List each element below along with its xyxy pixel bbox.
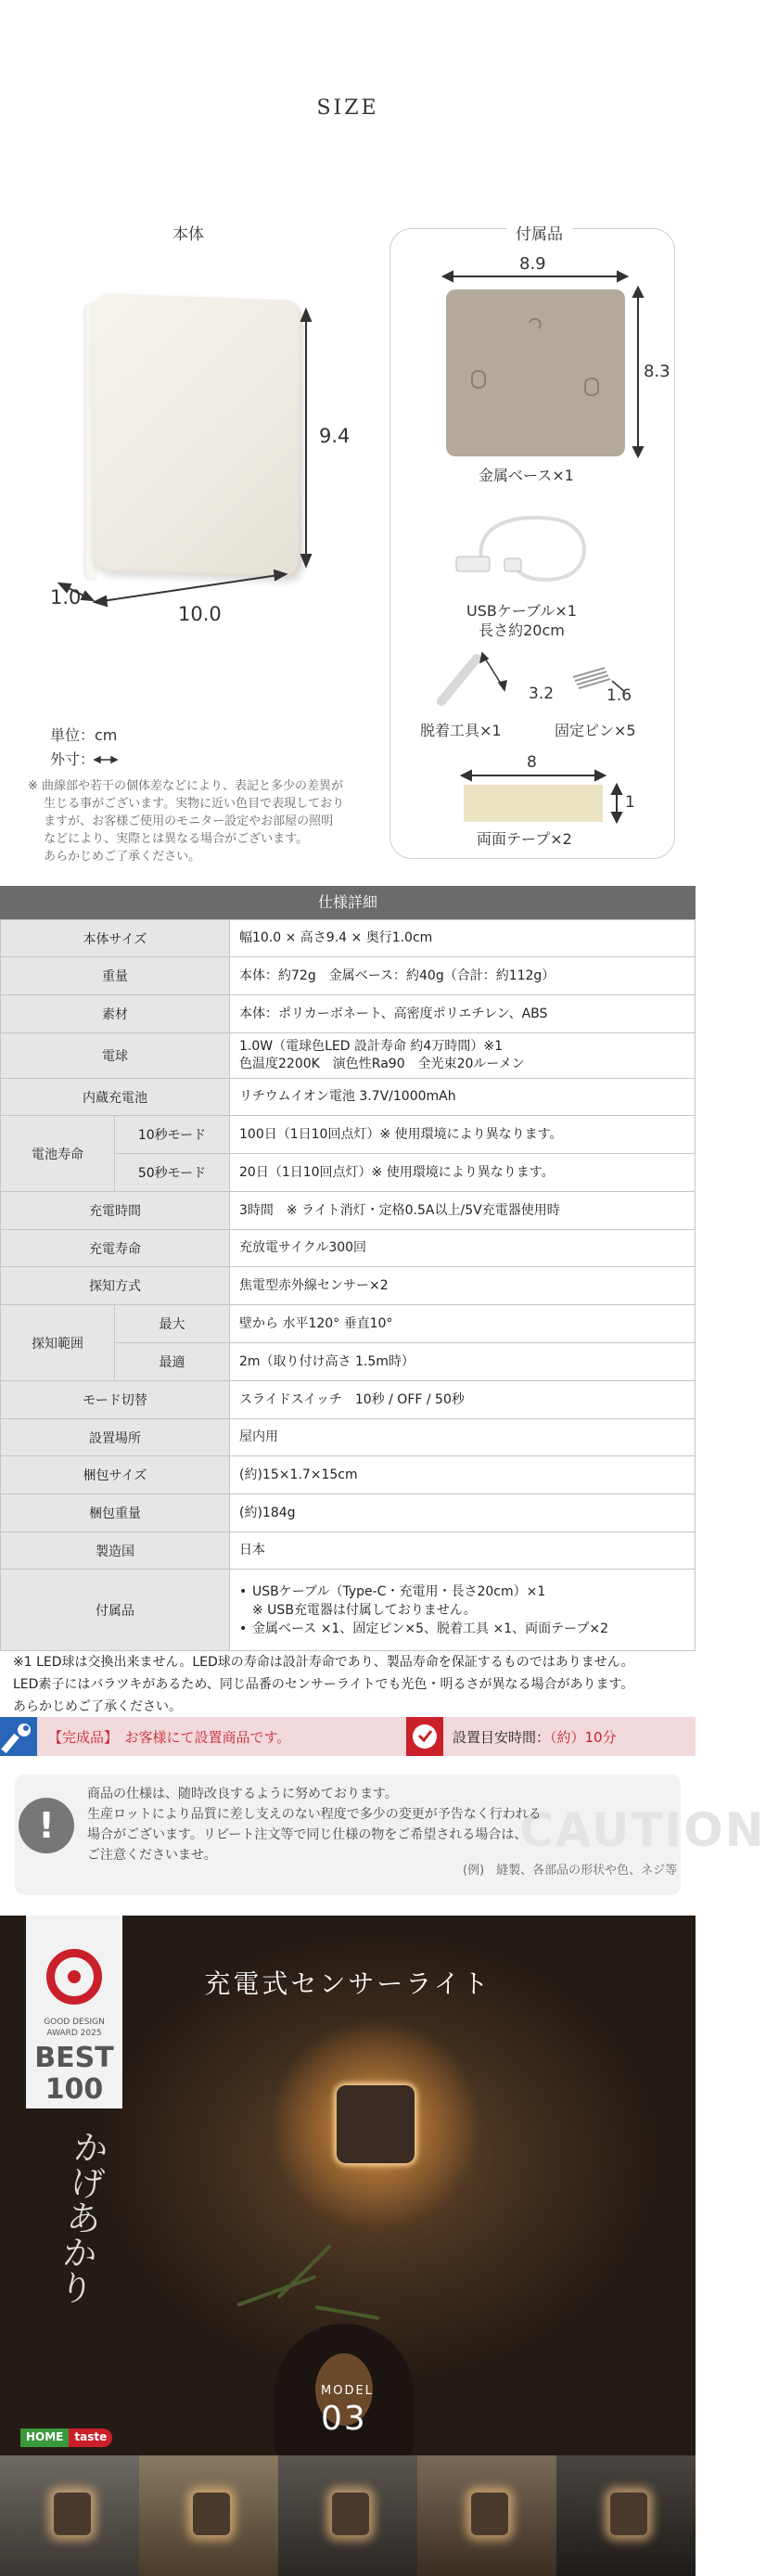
usb-cable-label-2: 長さ約20cm — [479, 622, 565, 639]
size-note — [28, 777, 380, 865]
table-row — [1, 1079, 696, 1116]
logo-taste: taste — [69, 2429, 112, 2447]
bulb-line-1: 1.0W（電球色LED 設計寿命 約4万時間）※1 — [239, 1039, 503, 1054]
table-row — [1, 1033, 696, 1079]
spec-label: 充電寿命 — [1, 1230, 230, 1267]
home-taste-logo — [20, 2429, 112, 2447]
spec-sub-label: 50秒モード — [115, 1154, 230, 1192]
branch-decoration — [315, 2305, 380, 2320]
spec-value — [230, 1570, 696, 1651]
note-line: ※ 曲線部や若干の個体差などにより、表記と多少の差異が — [28, 779, 344, 793]
calligraphy-logo: かげあかり — [51, 2127, 110, 2307]
clock-icon — [406, 1717, 443, 1756]
spec-value: 幅10.0 × 高さ9.4 × 奥行1.0cm — [230, 920, 696, 957]
banner-title: 充電式センサーライト — [204, 1968, 492, 1999]
sensor-light-image — [337, 2085, 415, 2163]
spec-label: 設置場所 — [1, 1419, 230, 1456]
spec-value: 100日（1日10回点灯）※ 使用環境により異なります。 — [230, 1116, 696, 1154]
setup-time-label: 設置目安時間： — [453, 1729, 551, 1746]
note-line: あらかじめご了承ください。 — [28, 850, 201, 864]
award-line-1: GOOD DESIGN — [44, 2018, 105, 2027]
model-label: MODEL — [321, 2384, 374, 2398]
award-line-3: BEST — [34, 2042, 114, 2074]
bulb-line-2: 色温度2200K 演色性Ra90 全光束20ルーメン — [239, 1057, 525, 1071]
table-row — [1, 1192, 696, 1230]
table-row — [1, 1230, 696, 1267]
spec-label: モード切替 — [1, 1381, 230, 1419]
spec-label: 電球 — [1, 1033, 230, 1079]
spec-sub-label: 最適 — [115, 1343, 230, 1381]
removal-tool-image — [432, 649, 534, 714]
table-row — [1, 1419, 696, 1456]
spec-label: 重量 — [1, 957, 230, 995]
body-label: 本体 — [172, 225, 204, 244]
accessories-title: 付属品 — [506, 221, 572, 244]
spec-sub-label: 10秒モード — [115, 1116, 230, 1154]
branch-decoration — [236, 2275, 316, 2307]
setup-time-text — [453, 1727, 617, 1747]
list-item: • 金属ベース ×1、固定ピン×5、脱着工具 ×1、両面テープ×2 — [239, 1620, 685, 1638]
table-row — [1, 1267, 696, 1305]
tape-width: 8 — [527, 753, 537, 772]
caution-text — [87, 1784, 542, 1865]
thumbnail-strip — [0, 2455, 696, 2576]
spec-value: (約)15×1.7×15cm — [230, 1456, 696, 1494]
outer-arrow-icon — [95, 755, 117, 764]
model-number: 03 — [321, 2400, 367, 2438]
table-row — [1, 1494, 696, 1532]
spec-label: 素材 — [1, 995, 230, 1033]
list-item: ※ USB充電器は付属しておりません。 — [252, 1602, 477, 1618]
usb-cable-label — [466, 601, 577, 640]
pin-label: 固定ピン×5 — [555, 722, 636, 739]
caution-line: ご注意くださいませ。 — [87, 1848, 217, 1863]
metal-base-label: 金属ベース×1 — [479, 467, 574, 484]
spec-label: 探知方式 — [1, 1267, 230, 1305]
exclamation-icon: ! — [19, 1798, 74, 1853]
spec-value: 充放電サイクル300回 — [230, 1230, 696, 1267]
spec-value — [230, 1033, 696, 1079]
plate-width: 8.9 — [519, 254, 546, 274]
thumbnail[interactable] — [0, 2455, 139, 2576]
tool-size: 3.2 — [529, 685, 555, 703]
table-row — [1, 1570, 696, 1651]
unit-block — [50, 724, 117, 772]
note-line: などにより、実際とは異なる場合がございます。 — [28, 832, 309, 846]
award-line-4: 100 — [45, 2073, 104, 2106]
spec-value: 焦電型赤外線センサー×2 — [230, 1267, 696, 1305]
table-row — [1, 1532, 696, 1570]
table-row — [1, 1456, 696, 1494]
award-line-2: AWARD 2025 — [46, 2029, 102, 2038]
spec-table — [0, 919, 696, 1651]
spec-label: 充電時間 — [1, 1192, 230, 1230]
spec-value: 20日（1日10回点灯）※ 使用環境により異なります。 — [230, 1154, 696, 1192]
size-title: SIZE — [316, 96, 379, 120]
logo-home: HOME — [20, 2429, 69, 2447]
pin-size: 1.6 — [606, 686, 632, 705]
tape-label: 両面テープ×2 — [477, 830, 572, 848]
caution-line: 生産ロットにより品質に差し支えのない程度で多少の変更が予告なく行われる — [87, 1807, 542, 1822]
metal-base-holes — [446, 289, 625, 456]
footnote-line: LED素子にはバラツキがあるため、同じ品番のセンサーライトでも光色・明るさが異なる場合があります。 — [13, 1677, 634, 1692]
table-row — [1, 1381, 696, 1419]
note-line: 生じる事がございます。実物に近い色目で表現しており — [28, 797, 345, 811]
double-sided-tape-image — [464, 785, 603, 822]
tape-height: 1 — [625, 793, 635, 812]
plate-height: 8.3 — [644, 362, 670, 381]
spec-value: 3時間 ※ ライト消灯・定格0.5A以上/5V充電器使用時 — [230, 1192, 696, 1230]
spec-value: 屋内用 — [230, 1419, 696, 1456]
spec-label: 本体サイズ — [1, 920, 230, 957]
table-row — [1, 1116, 696, 1154]
led-footnote — [0, 1651, 696, 1718]
note-line: ますが、お客様ご使用のモニター設定やお部屋の照明 — [28, 814, 334, 828]
spec-value: 本体：約72g 金属ベース：約40g（合計：約112g） — [230, 957, 696, 995]
spec-label: 内蔵充電池 — [1, 1079, 230, 1116]
spec-header: 仕様詳細 — [0, 886, 696, 919]
spec-label: 付属品 — [1, 1570, 230, 1651]
spec-value: (約)184g — [230, 1494, 696, 1532]
usb-cable-label-1: USBケーブル×1 — [466, 602, 577, 620]
table-row — [1, 920, 696, 957]
complete-product-text: 【完成品】 お客様にて設置商品です。 — [48, 1729, 291, 1746]
spec-label: 探知範囲 — [1, 1305, 115, 1381]
caution-example: (例) 縫製、各部品の形状や色、ネジ等 — [463, 1864, 678, 1878]
spec-value: リチウムイオン電池 3.7V/1000mAh — [230, 1079, 696, 1116]
spec-value: 日本 — [230, 1532, 696, 1570]
table-row — [1, 1305, 696, 1343]
accessory-list — [239, 1583, 685, 1638]
setup-time-value: （約）10分 — [550, 1729, 617, 1746]
unit-line: 単位：cm — [50, 726, 118, 744]
spec-value: スライドスイッチ 10秒 / OFF / 50秒 — [230, 1381, 696, 1419]
table-row — [1, 995, 696, 1033]
usb-cable-image — [454, 508, 603, 592]
thumbnail[interactable] — [278, 2455, 417, 2576]
caution-line: 商品の仕様は、随時改良するように努めております。 — [87, 1787, 398, 1801]
spec-value: 2m（取り付け高さ 1.5m時） — [230, 1343, 696, 1381]
branch-decoration — [277, 2244, 332, 2299]
product-banner — [0, 1916, 696, 2455]
spec-sub-label: 最大 — [115, 1305, 230, 1343]
dim-width: 10.0 — [178, 603, 222, 625]
tool-label: 脱着工具×1 — [420, 722, 502, 739]
footnote-line: ※1 LED球は交換出来ません。LED球の寿命は設計寿命であり、製品寿命を保証するものではありません。 — [13, 1655, 634, 1670]
list-item: • USBケーブル（Type-C・充電用・長さ20cm）×1 — [239, 1583, 685, 1601]
outer-line: 外寸： — [50, 750, 96, 768]
spec-value: 壁から 水平120° 垂直10° — [230, 1305, 696, 1343]
thumbnail[interactable] — [556, 2455, 696, 2576]
spec-label: 電池寿命 — [1, 1116, 115, 1192]
spec-value: 本体：ポリカーボネート、高密度ポリエチレン、ABS — [230, 995, 696, 1033]
spec-label: 梱包サイズ — [1, 1456, 230, 1494]
spec-label: 梱包重量 — [1, 1494, 230, 1532]
thumbnail[interactable] — [417, 2455, 556, 2576]
table-row — [1, 957, 696, 995]
good-design-award-badge — [26, 1916, 122, 2108]
spec-label: 製造国 — [1, 1532, 230, 1570]
thumbnail[interactable] — [139, 2455, 278, 2576]
dim-height: 9.4 — [319, 425, 351, 447]
footnote-line: あらかじめご了承ください。 — [13, 1699, 182, 1714]
size-dimension-lines — [0, 278, 389, 631]
caution-watermark: CAUTION — [519, 1803, 766, 1857]
wrench-icon — [0, 1717, 37, 1756]
caution-line: 場合がございます。リピート注文等で同じ仕様の物をご希望される場合は、 — [87, 1827, 528, 1842]
dim-depth: 1.0 — [50, 586, 82, 609]
